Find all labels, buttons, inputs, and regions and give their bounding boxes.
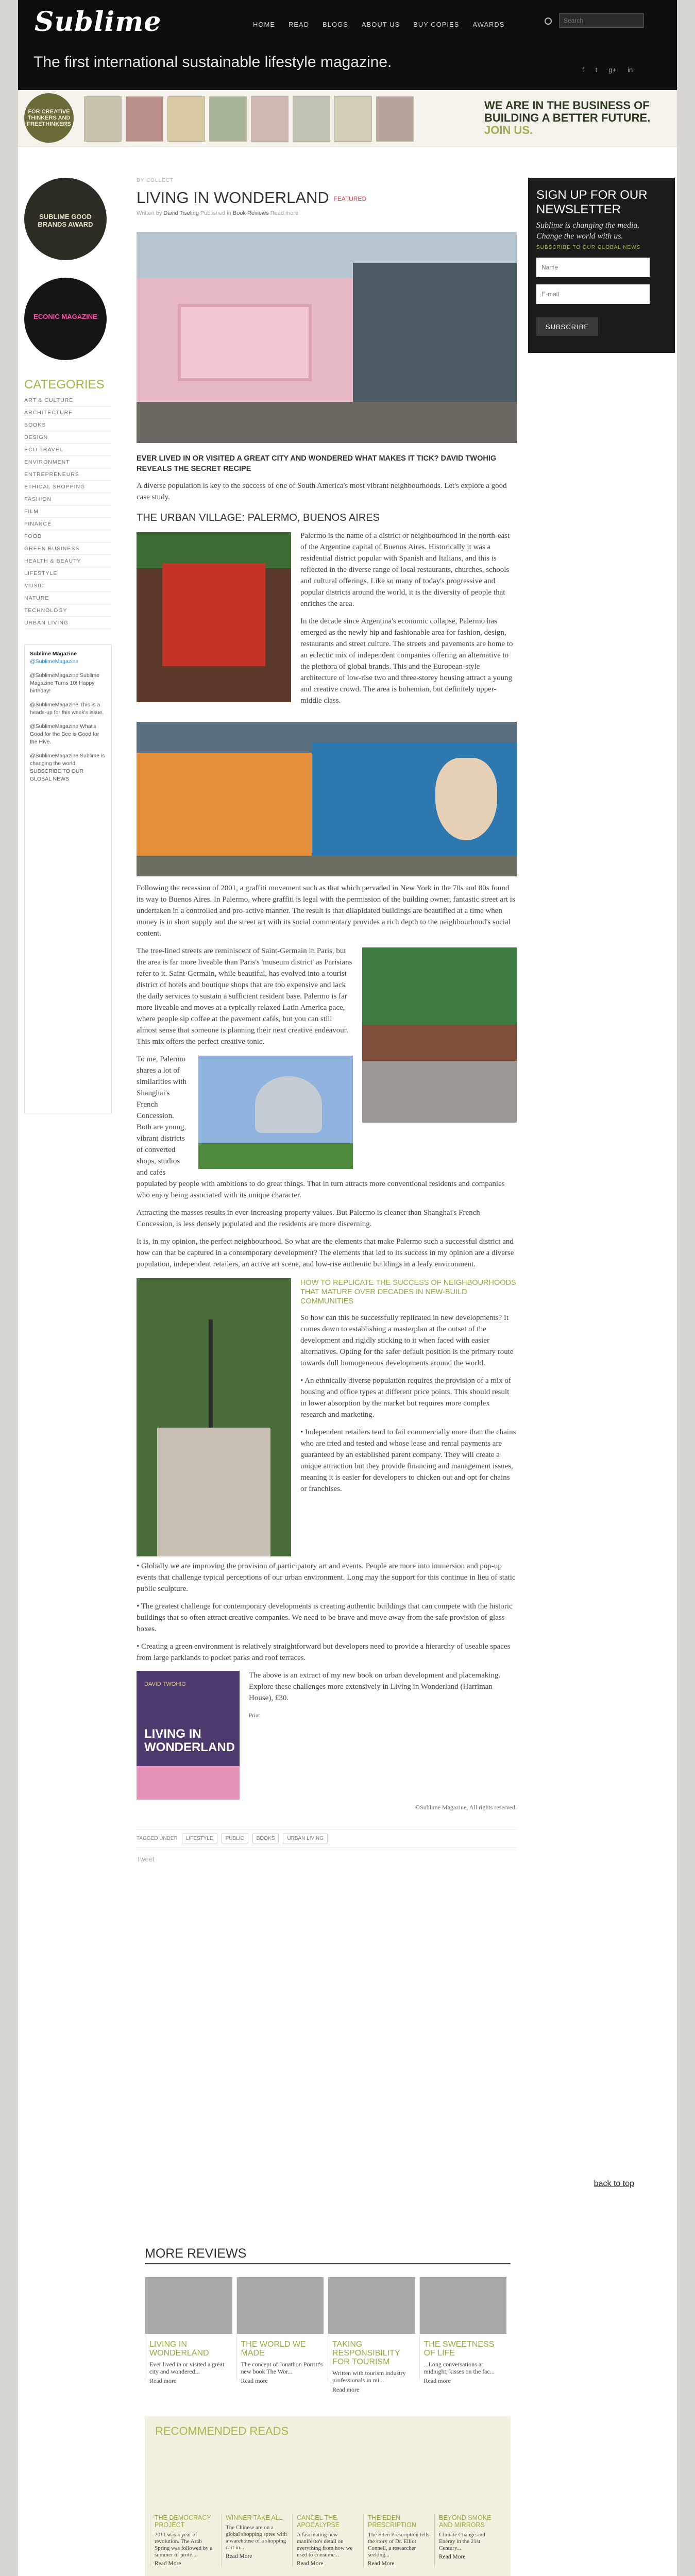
site-header	[18, 0, 677, 90]
article-kicker: BY COLLECT	[137, 178, 174, 183]
magazine-cover	[251, 96, 289, 142]
back-to-top-link[interactable]: back to top	[594, 2179, 634, 2188]
nav-item-about[interactable]: ABOUT US	[361, 21, 400, 28]
category-link[interactable]: FASHION	[24, 493, 112, 505]
category-link[interactable]: GREEN BUSINESS	[24, 543, 112, 555]
category-link[interactable]: ART & CULTURE	[24, 394, 112, 406]
tags-row	[137, 1829, 517, 1848]
tags-label: TAGGED UNDER	[137, 1836, 178, 1841]
category-link[interactable]: DESIGN	[24, 431, 112, 444]
nav-item-read[interactable]: READ	[289, 21, 310, 28]
tree-lined-street-image	[362, 947, 517, 1123]
newsletter-subtitle: Sublime is changing the media. Change the world with us.	[536, 221, 640, 241]
recommended-reads	[145, 2416, 511, 2576]
street-art-image	[137, 722, 517, 876]
section-heading: THE URBAN VILLAGE: PALERMO, BUENOS AIRES	[137, 512, 380, 523]
book-note: The above is an extract of my new book on urban development and placemaking. Explore these challenges more extensively in Living in Wonderland (Harriman House), £30.	[249, 1671, 501, 1702]
category-link[interactable]: FILM	[24, 505, 112, 518]
linkedin-icon[interactable]: in	[628, 66, 633, 74]
categories-list	[24, 394, 112, 629]
recommended-card[interactable]: WINNER TAKE ALL The Chinese are on a global shopping spree with a warehouse of a shopping cart in... Read More	[221, 2514, 292, 2567]
recommended-card[interactable]: BEYOND SMOKE AND MIRRORS Climate Change and Energy in the 21st Century... Read More	[434, 2514, 505, 2567]
facebook-icon[interactable]: f	[582, 66, 584, 74]
twitter-icon[interactable]: t	[595, 66, 598, 74]
banner-message: WE ARE IN THE BUSINESS OF BUILDING A BETTER FUTURE. JOIN US.	[484, 99, 651, 137]
park-path-image	[137, 1278, 291, 1556]
magazine-cover	[209, 96, 247, 142]
review-card[interactable]: THE SWEETNESS OF LIFE ...Long conversations at midnight, kisses on the fac... Read more	[419, 2277, 511, 2380]
newsletter-note: SUBSCRIBE TO OUR GLOBAL NEWS	[536, 245, 641, 250]
tag-link[interactable]: URBAN LIVING	[283, 1834, 328, 1843]
read-more-link[interactable]: Read More	[297, 2561, 324, 2567]
nav-item-home[interactable]: HOME	[253, 21, 275, 28]
search-icon[interactable]	[545, 18, 552, 25]
hero-image	[137, 232, 517, 443]
shopfront-image	[137, 532, 291, 702]
site-tagline: The first international sustainable lifestyle magazine.	[33, 54, 392, 71]
paragraph: • Globally we are improving the provision of participatory art and events. People are more into immersion and pop-up events that challenge typical perceptions of our urban environment. Long may the support for this continue in lieu of static public sculpture.	[137, 1562, 516, 1593]
tweet: @SublimeMagazine Sublime is changing the world. SUBSCRIBE TO OUR GLOBAL NEWS	[30, 753, 105, 782]
review-card[interactable]: TAKING RESPONSIBILITY FOR TOURISM Written with tourism industry professionals in mi... Read more	[328, 2277, 419, 2380]
paragraph: Palermo is the name of a district or neighbourhood in the north-east of the Argentine capital of Buenos Aires. Historically it was a residential district popular with Spanish and Italians, and this is reflected in the diverse range of local restaurants, churches, schools and cultural offerings. Like so many of today's progressive and popular districts around the world, it is the diversity of people that enriches the area.	[300, 532, 510, 608]
read-more-link[interactable]: Read More	[226, 2553, 252, 2560]
google-plus-icon[interactable]: g+	[608, 66, 617, 74]
read-more-link[interactable]: Read More	[368, 2561, 395, 2567]
read-more-link[interactable]: Read more	[332, 2386, 360, 2393]
recommended-card[interactable]: THE EDEN PRESCRIPTION The Eden Prescription tells the story of Dr. Elliot Connell, a researcher seeking... Read More	[363, 2514, 434, 2567]
nav-item-buy-copies[interactable]: BUY COPIES	[413, 21, 460, 28]
newsletter-signup	[528, 178, 675, 353]
tag-link[interactable]: BOOKS	[252, 1834, 279, 1843]
review-card[interactable]: THE WORLD WE MADE The concept of Jonathon Porritt's new book The Wor... Read more	[236, 2277, 328, 2380]
magazine-cover	[126, 96, 163, 142]
paragraph: To me, Palermo shares a lot of similarities with Shanghai's French Concession. Both are young, vibrant districts of converted shops, studios and cafés populated by people with ambitions to do great things. That in turn attracts more conventional residents and companies who enjoy being associated with its unique character.	[137, 1055, 505, 1199]
twitter-account-name[interactable]: Sublime Magazine	[30, 651, 77, 657]
review-card[interactable]: LIVING IN WONDERLAND Ever lived in or visited a great city and wondered... Read more	[145, 2277, 236, 2380]
floralis-sculpture-image	[198, 1056, 353, 1169]
category-link[interactable]: TECHNOLOGY	[24, 604, 112, 617]
tweet-button[interactable]: Tweet	[137, 1855, 155, 1863]
nav-item-awards[interactable]: AWARDS	[472, 21, 505, 28]
twitter-feed	[24, 645, 112, 1113]
category-link[interactable]: FOOD	[24, 530, 112, 543]
book-cover-image[interactable]: DAVID TWOHIG LIVING IN WONDERLAND	[137, 1671, 240, 1800]
read-more-link[interactable]: Read more	[241, 2377, 268, 2384]
econic-award-badge[interactable]: ECONIC MAGAZINE	[24, 278, 107, 360]
newsletter-title: SIGN UP FOR OUR NEWSLETTER	[536, 188, 648, 216]
category-link[interactable]: HEALTH & BEAUTY	[24, 555, 112, 567]
tweet: @SublimeMagazine What's Good for the Bee is Good for the Hive.	[30, 723, 99, 745]
featured-tag: FEATURED	[333, 195, 367, 202]
category-link[interactable]: MUSIC	[24, 580, 112, 592]
tag-link[interactable]: PUBLIC	[222, 1834, 248, 1843]
read-more-link[interactable]: Read More	[155, 2561, 181, 2567]
magazine-cover	[334, 96, 372, 142]
twitter-handle[interactable]: @SublimeMagazine	[30, 658, 79, 665]
paragraph: • Independent retailers tend to fail commercially more than the chains who are tried and tested and whose lease and rental payments are guaranteed by an established parent company. They will create a unique attraction but they provide financing and management issues, meaning it is easier for developers to chicken out and opt for chains or franchises.	[300, 1428, 516, 1493]
more-reviews-grid	[145, 2277, 511, 2393]
category-link[interactable]: BOOKS	[24, 419, 112, 431]
article-intro: A diverse population is key to the success of one of South America's most vibrant neighbourhoods. Let's explore a good case study.	[137, 482, 507, 501]
social-links	[582, 66, 633, 74]
paragraph: • Creating a green environment is relatively straightforward but developers need to provide a hierarchy of useable spaces from large parklands to pocket parks and roof terraces.	[137, 1642, 511, 1662]
more-reviews-title: MORE REVIEWS	[145, 2246, 511, 2264]
read-more-link[interactable]: Read more	[149, 2377, 177, 2384]
category-link[interactable]: ENVIRONMENT	[24, 456, 112, 468]
category-link[interactable]: FINANCE	[24, 518, 112, 530]
magazine-covers	[84, 96, 414, 142]
promo-banner[interactable]	[18, 90, 677, 147]
recommended-title: RECOMMENDED READS	[155, 2425, 289, 2437]
paragraph: • The greatest challenge for contemporary developments is creating authentic buildings that can compete with the historic buildings that so often attract creative companies. We need to be brave and move away from the safe provision of glass boxes.	[137, 1602, 513, 1633]
article-meta: Written by David Tiseling Published in Book Reviews Read more	[137, 210, 299, 216]
category-link[interactable]: ENTREPRENEURS	[24, 468, 112, 481]
article	[137, 178, 517, 1863]
recommended-card[interactable]: THE DEMOCRACY PROJECT 2011 was a year of revolution. The Arab Spring was followed by a summer of prote... Read More	[150, 2514, 221, 2567]
category-link[interactable]: ETHICAL SHOPPING	[24, 481, 112, 493]
paragraph: In the decade since Argentina's economic collapse, Palermo has emerged as the newly hip and fashionable area for fashion, design, restaurants and street culture. The streets and pavements are home to an eclectic mix of independent companies offering an alternative to the plethora of global brands. This and the European-style architecture of low-rise two and three-storey housing attract a young and creative crowd. The area is bohemian, but definitely upper-middle class.	[300, 617, 513, 705]
print-button[interactable]: Print	[249, 1713, 260, 1719]
section-link[interactable]: Book Reviews	[232, 210, 269, 216]
category-link[interactable]: NATURE	[24, 592, 112, 604]
site-logo[interactable]: Sublime	[35, 6, 162, 38]
article-title: LIVING IN WONDERLAND FEATURED	[137, 189, 367, 207]
good-brands-award-badge[interactable]: SUBLIME GOOD BRANDS AWARD	[24, 178, 107, 260]
article-lead: EVER LIVED IN OR VISITED A GREAT CITY AND WONDERED WHAT MAKES IT TICK? DAVID TWOHIG REVEALS THE SECRET RECIPE	[137, 454, 497, 473]
paragraph: Following the recession of 2001, a graffiti movement such as that which pervaded in New York in the 70s and 80s found its way to Buenos Aires. In Palermo, where graffiti is legal with the permission of the building owner, fantastic street art is undertaken in a controlled and pro-active manner. The result is that dilapidated buildings are beautified at a time when money is in short supply and the street art with its social commentary provides a rich depth to the neighbourhood's social content.	[137, 884, 515, 938]
search-input[interactable]	[559, 13, 644, 28]
magazine-cover	[376, 96, 414, 142]
nav-item-blogs[interactable]: BLOGS	[323, 21, 348, 28]
tweet: @SublimeMagazine This is a heads-up for this week's issue.	[30, 702, 104, 716]
creative-thinkers-badge: FOR CREATIVE THINKERS AND FREETHINKERS	[24, 93, 74, 143]
read-more-link[interactable]: Read More	[439, 2554, 466, 2560]
page-wrapper	[18, 0, 677, 2576]
paragraph: Attracting the masses results in ever-increasing property values. But Palermo is cleaner than Shanghai's French Concession, is less densely populated and the residents are more discerning.	[137, 1209, 480, 1228]
subscribe-button[interactable]: SUBSCRIBE	[536, 317, 598, 336]
paragraph: • An ethnically diverse population requires the provision of a mix of housing and office types at different price points. This should result in lower absorption by the market but requires more complex research and marketing.	[300, 1377, 511, 1419]
section-subheading: HOW TO REPLICATE THE SUCCESS OF NEIGHBOURHOODS THAT MATURE OVER DECADES IN NEW-BUILD COMMUNITIES	[300, 1279, 516, 1306]
category-link[interactable]: ARCHITECTURE	[24, 406, 112, 419]
tag-link[interactable]: LIFESTYLE	[182, 1834, 217, 1843]
paragraph: The tree-lined streets are reminiscent of Saint-Germain in Paris, but the area is far more liveable than Paris's 'museum district' as Parisians refer to it. Saint-Germain, while beautiful, has evolved into a tourist district of hotels and boutique shops that are too expensive and lack the daily services to sustain a sufficient resident base. Palermo is far more liveable and moves at a typically relaxed Latin America pace, where people sip coffee at the pavement cafés, but you can still almost sense that someone is planning their next creative endeavour. This mix offers the perfect creative tonic.	[137, 947, 352, 1046]
category-link[interactable]: LIFESTYLE	[24, 567, 112, 580]
author-link[interactable]: David Tiseling	[163, 210, 199, 216]
read-more-link[interactable]: Read more	[270, 210, 299, 216]
tweet: @SublimeMagazine Sublime Magazine Turns 10! Happy birthday!	[30, 672, 99, 694]
magazine-cover	[293, 96, 330, 142]
recommended-card[interactable]: CANCEL THE APOCALYPSE A fascinating new manifesto's detail on everything from how we used to consume... Read More	[292, 2514, 363, 2567]
newsletter-name-input[interactable]	[536, 258, 650, 277]
paragraph: It is, in my opinion, the perfect neighbourhood. So what are the elements that make Palermo such a successful district and how can that be captured in a contemporary development? The elements that led to its success in my opinion are a diverse population, independent retailers, an active art scene, and low-rise authentic buildings in a leafy environment.	[137, 1238, 514, 1268]
main-nav	[253, 21, 504, 28]
newsletter-email-input[interactable]	[536, 284, 650, 304]
recommended-grid	[150, 2514, 505, 2567]
copyright-note: ©Sublime Magazine, All rights reserved.	[415, 1804, 517, 1811]
left-column	[24, 178, 112, 1113]
paragraph: So how can this be successfully replicated in new developments? It comes down to establishing a masterplan at the outset of the development and rigidly sticking to it when faced with easier alternatives. Opting for the safer default position is the primary route towards dull homogeneous developments around the world.	[300, 1314, 514, 1367]
magazine-cover	[167, 96, 205, 142]
magazine-cover	[84, 96, 122, 142]
category-link[interactable]: URBAN LIVING	[24, 617, 112, 629]
categories-title: CATEGORIES	[24, 378, 105, 392]
category-link[interactable]: ECO TRAVEL	[24, 444, 112, 456]
read-more-link[interactable]: Read more	[423, 2377, 451, 2384]
